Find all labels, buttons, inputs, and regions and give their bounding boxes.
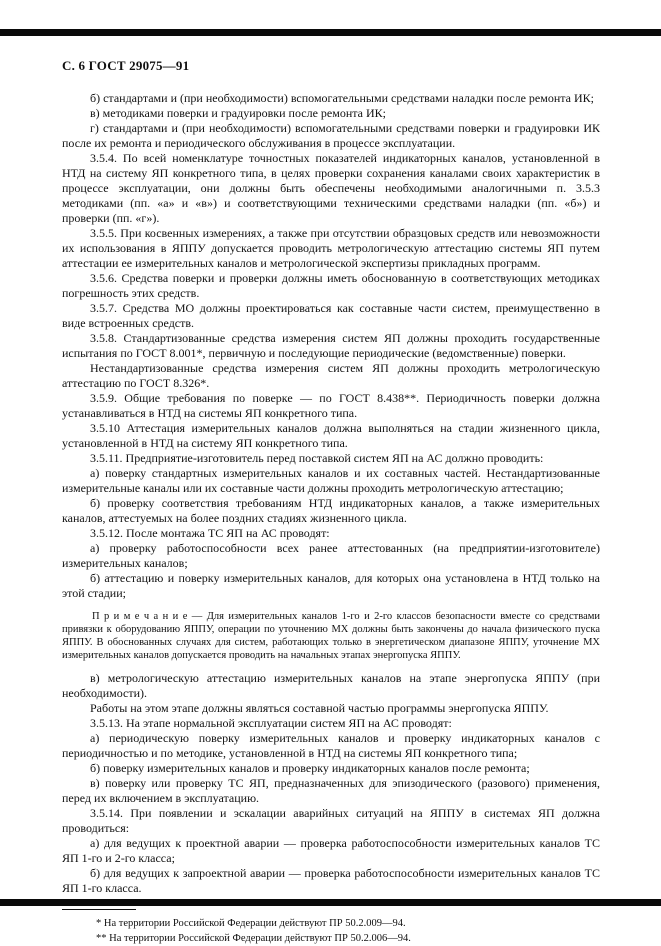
body-paragraph: 3.5.10 Аттестация измерительных каналов должна выполняться на стадии жизненного цикла, установленной в НТД на систему ЯП конкретного типа. — [62, 421, 600, 451]
body-paragraph: 3.5.8. Стандартизованные средства измерения систем ЯП должны проходить государственные испытания по ГОСТ 8.001*, первичную и последующие периодические (ведомственные) поверки. — [62, 331, 600, 361]
body-paragraph: г) стандартами и (при необходимости) вспомогательными средствами поверки и градуировки ИК после их ремонта и периодического обслуживания в процессе эксплуатации. — [62, 121, 600, 151]
body-paragraph: а) периодическую поверку измерительных каналов и проверку индикаторных каналов с периодичностью и по методике, установленной в НТД на системы ЯП конкретного типа; — [62, 731, 600, 761]
body-paragraph: 3.5.14. При появлении и эскалации аварийных ситуаций на ЯППУ в системах ЯП должна проводиться: — [62, 806, 600, 836]
footnote-divider — [62, 909, 136, 910]
body-paragraph: в) поверку или проверку ТС ЯП, предназначенных для эпизодического (разового) применения, перед их включением в эксплуатацию. — [62, 776, 600, 806]
body-paragraph: 3.5.11. Предприятие-изготовитель перед поставкой систем ЯП на АС должно проводить: — [62, 451, 600, 466]
body-paragraph: 3.5.9. Общие требования по поверке — по ГОСТ 8.438**. Периодичность поверки должна устанавливаться в НТД на системы ЯП конкретного типа. — [62, 391, 600, 421]
page-edge-bar-bottom — [0, 899, 661, 906]
footnote: ** На территории Российской Федерации действуют ПР 50.2.006—94. — [62, 932, 600, 946]
body-paragraph: б) стандартами и (при необходимости) вспомогательными средствами наладки после ремонта ИК; — [62, 91, 600, 106]
body-paragraph: 3.5.7. Средства МО должны проектироваться как составные части систем, преимущественно в виде встроенных средств. — [62, 301, 600, 331]
body-paragraph: 3.5.6. Средства поверки и проверки должны иметь обоснованную в соответствующих методиках погрешность этих средств. — [62, 271, 600, 301]
footnote-block — [62, 909, 600, 946]
body-paragraph: в) методиками поверки и градуировки после ремонта ИК; — [62, 106, 600, 121]
body-paragraph: а) для ведущих к проектной аварии — проверка работоспособности измерительных каналов ТС ЯП 1-го и 2-го класса; — [62, 836, 600, 866]
footnote: * На территории Российской Федерации действуют ПР 50.2.009—94. — [62, 917, 600, 932]
body-paragraph: 3.5.13. На этапе нормальной эксплуатации систем ЯП на АС проводят: — [62, 716, 600, 731]
page-edge-bar-top — [0, 29, 661, 36]
body-paragraph: 3.5.12. После монтажа ТС ЯП на АС проводят: — [62, 526, 600, 541]
body-paragraph: б) поверку измерительных каналов и проверку индикаторных каналов после ремонта; — [62, 761, 600, 776]
page-content — [62, 58, 600, 946]
body-paragraph: Нестандартизованные средства измерения систем ЯП должны проходить метрологическую аттестацию по ГОСТ 8.326*. — [62, 361, 600, 391]
body-paragraph: а) проверку работоспособности всех ранее аттестованных (на предприятии-изготовителе) измерительных каналов; — [62, 541, 600, 571]
note-paragraph: П р и м е ч а н и е — Для измерительных каналов 1-го и 2-го классов безопасности вместе со средствами привязки к оборудованию ЯППУ, операции по уточнению МХ должны быть закончены до начала физического пуска ЯППУ. В обоснованных случаях для систем, работающих только в энергетическом диапазоне ЯППУ, уточнение МХ измерительных каналов допускается проводить на начальных этапах энергопуска ЯППУ. — [62, 610, 600, 662]
body-paragraph: в) метрологическую аттестацию измерительных каналов на этапе энергопуска ЯППУ (при необходимости). — [62, 671, 600, 701]
body-paragraph: а) поверку стандартных измерительных каналов и их составных частей. Нестандартизованные измерительные каналы или их составные части должны проходить метрологическую аттестацию; — [62, 466, 600, 496]
body-paragraph: 3.5.5. При косвенных измерениях, а также при отсутствии образцовых средств или невозможности их использования в ЯППУ допускается проводить метрологическую аттестацию системы ЯП путем аттестации ее измерительных каналов и метрологической экспертизы прикладных программ. — [62, 226, 600, 271]
body-paragraph: 3.5.4. По всей номенклатуре точностных показателей индикаторных каналов, установленной в НТД на систему ЯП конкретного типа, в целях проверки сохранения каналами своих характеристик в процессе эксплуатации, они должны быть обеспечены необходимыми аналогичными п. 3.5.3 методиками (пп. «а» и «в») и соответствующими техническими средствами наладки (пп. «б») и проверки (пп. «г»). — [62, 151, 600, 226]
body-paragraph: б) проверку соответствия требованиям НТД индикаторных каналов, а также измерительных каналов, аттестуемых на более поздних стадиях жизненного цикла. — [62, 496, 600, 526]
body-paragraph: Работы на этом этапе должны являться составной частью программы энергопуска ЯППУ. — [62, 701, 600, 716]
body-paragraph: б) для ведущих к запроектной аварии — проверка работоспособности измерительных каналов ТС ЯП 1-го класса. — [62, 866, 600, 896]
body-paragraph: б) аттестацию и поверку измерительных каналов, для которых она установлена в НТД только на этой стадии; — [62, 571, 600, 601]
page-header: С. 6 ГОСТ 29075—91 — [62, 58, 600, 74]
